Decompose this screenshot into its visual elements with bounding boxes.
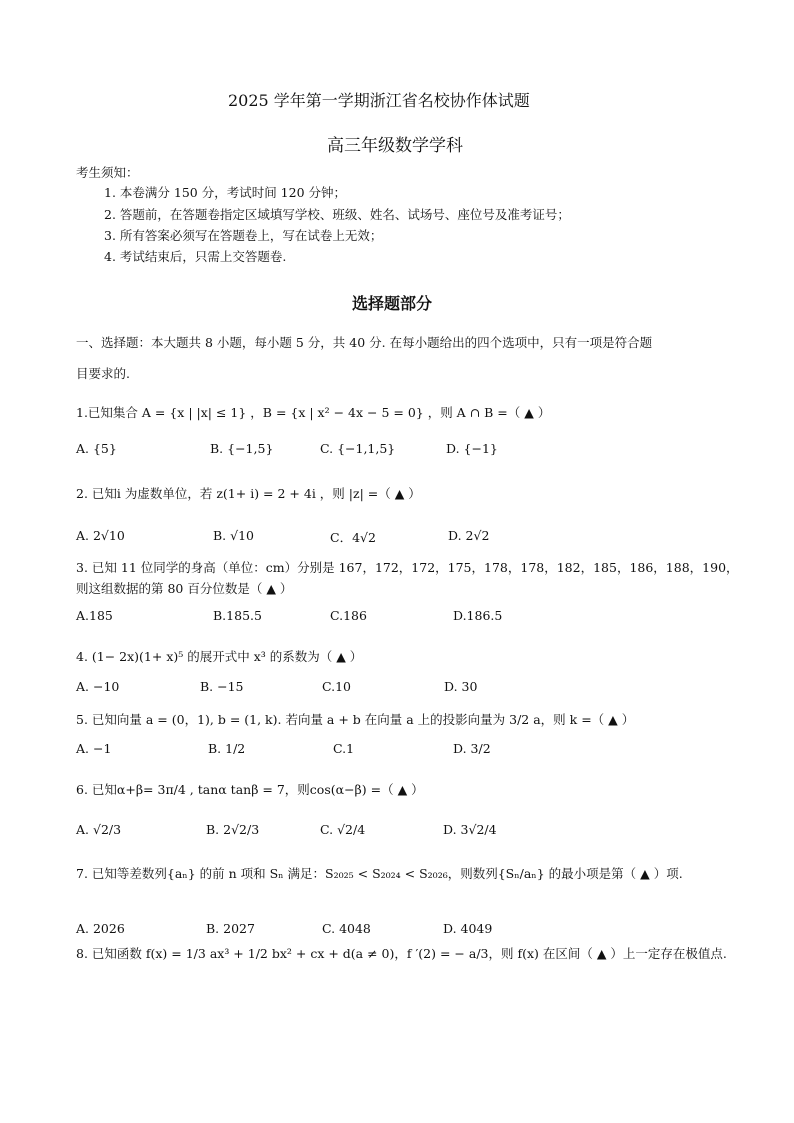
notice-item: 1. 本卷满分 150 分，考试时间 120 分钟；: [104, 185, 347, 200]
q1-option-a: A. {5}: [76, 441, 117, 456]
section-intro-line2: 目要求的.: [76, 366, 130, 381]
exam-title: 2025 学年第一学期浙江省名校协作体试题: [228, 91, 530, 110]
q3-option-a: A.185: [76, 608, 113, 623]
question-4-stem: 4. (1− 2x)(1+ x)⁵ 的展开式中 x³ 的系数为（ ▲ ）: [76, 649, 363, 664]
question-3-stem: 3. 已知 11 位同学的身高（单位：cm）分别是 167，172，172，175，178，178，182，185，186，188，190，: [76, 560, 739, 575]
section-intro-line1: 一、选择题：本大题共 8 小题，每小题 5 分，共 40 分. 在每小题给出的四个选项中，只有一项是符合题: [76, 335, 653, 350]
q4-option-d: D. 30: [444, 679, 478, 694]
q2-option-a: A. 2√10: [76, 528, 125, 543]
question-2-stem: 2. 已知i 为虚数单位，若 z(1+ i) = 2 + 4i ，则 |z| =（ ▲ ）: [76, 486, 421, 501]
q7-option-c: C. 4048: [322, 921, 371, 936]
q2-option-c: C．4√2: [330, 530, 376, 545]
question-3-stem-line2: 则这组数据的第 80 百分位数是（ ▲ ）: [76, 581, 293, 596]
question-1-stem: 1.已知集合 A = {x | |x| ≤ 1} ，B = {x | x² − 4x − 5 = 0} ，则 A ∩ B =（ ▲ ）: [76, 405, 551, 420]
question-6-stem: 6. 已知α+β= 3π/4 , tanα tanβ = 7，则cos(α−β) =（ ▲ ）: [76, 782, 424, 797]
q3-option-c: C.186: [330, 608, 367, 623]
question-5-stem: 5. 已知向量 a = (0，1), b = (1, k). 若向量 a + b 在向量 a 上的投影向量为 3/2 a，则 k =（ ▲ ）: [76, 712, 635, 727]
q5-option-b: B. 1/2: [208, 741, 246, 756]
q7-option-b: B. 2027: [206, 921, 255, 936]
notice-item: 3. 所有答案必须写在答题卷上，写在试卷上无效；: [104, 228, 383, 243]
q1-option-b: B. {−1,5}: [210, 441, 274, 456]
q7-option-d: D. 4049: [443, 921, 493, 936]
q4-option-c: C.10: [322, 679, 351, 694]
q3-option-d: D.186.5: [453, 608, 503, 623]
question-7-stem: 7. 已知等差数列{aₙ} 的前 n 项和 Sₙ 满足：S₂₀₂₅ < S₂₀₂₄ < S₂₀₂₆，则数列{Sₙ/aₙ} 的最小项是第（ ▲ ）项.: [76, 866, 683, 881]
notice-item: 4. 考试结束后，只需上交答题卷.: [104, 249, 287, 264]
q5-option-d: D. 3/2: [453, 741, 491, 756]
q4-option-b: B. −15: [200, 679, 244, 694]
q1-option-d: D. {−1}: [446, 441, 498, 456]
q6-option-a: A. √2/3: [76, 822, 122, 837]
notice-item: 2. 答题前，在答题卷指定区域填写学校、班级、姓名、试场号、座位号及准考证号；: [104, 207, 570, 222]
question-8-stem: 8. 已知函数 f(x) = 1/3 ax³ + 1/2 bx² + cx + d(a ≠ 0)，f ′(2) = − a/3，则 f(x) 在区间（ ▲ ）上一定存在极值点.: [76, 946, 727, 961]
q6-option-c: C. √2/4: [320, 822, 366, 837]
q3-option-b: B.185.5: [213, 608, 262, 623]
q4-option-a: A. −10: [76, 679, 120, 694]
q6-option-d: D. 3√2/4: [443, 822, 497, 837]
q7-option-a: A. 2026: [76, 921, 125, 936]
q1-option-c: C. {−1,1,5}: [320, 441, 396, 456]
q5-option-c: C.1: [333, 741, 355, 756]
exam-subtitle: 高三年级数学学科: [327, 136, 463, 156]
q5-option-a: A. −1: [76, 741, 112, 756]
q2-option-d: D. 2√2: [448, 528, 490, 543]
q2-option-b: B. √10: [213, 528, 255, 543]
notice-heading: 考生须知：: [76, 165, 139, 180]
q6-option-b: B. 2√2/3: [206, 822, 260, 837]
section-title: 选择题部分: [352, 294, 433, 313]
